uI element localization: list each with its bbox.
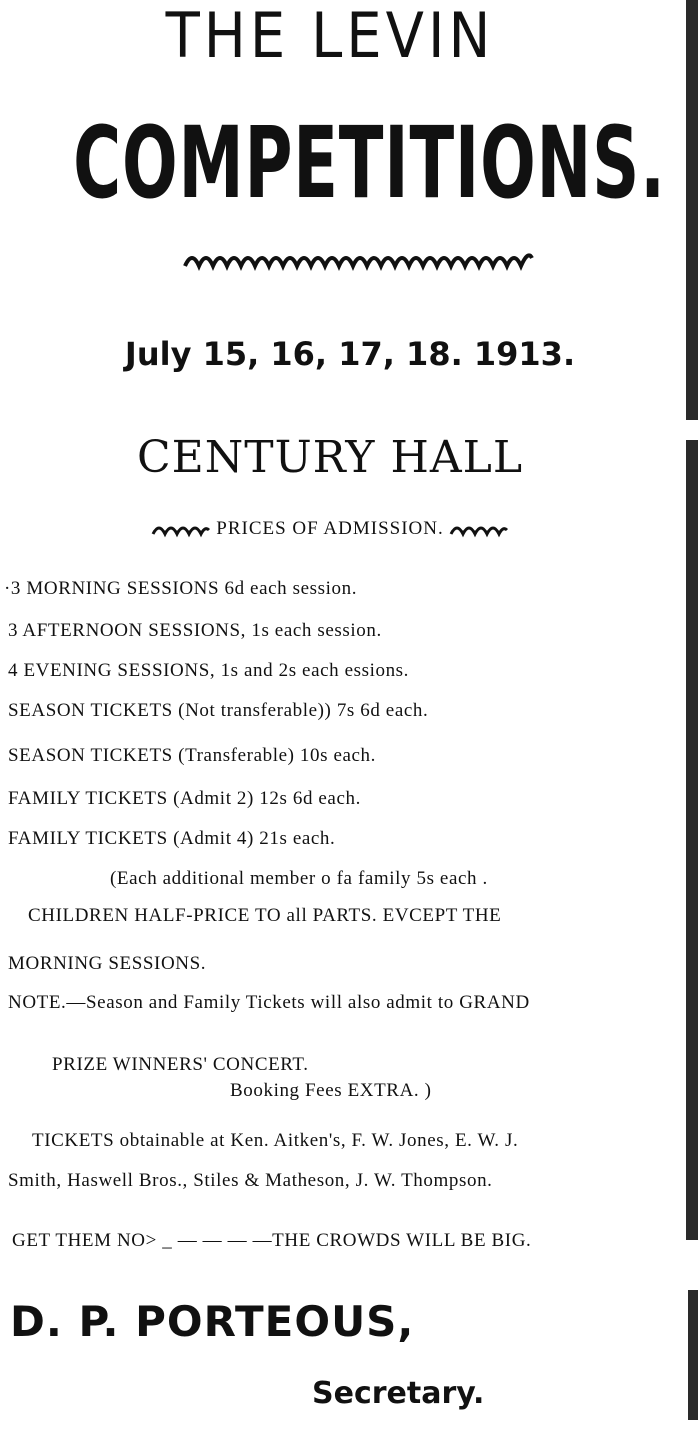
line-booking-fees: Booking Fees EXTRA. ): [230, 1080, 432, 1101]
right-wave-ornament: [449, 520, 509, 540]
line-afternoon-sessions: 3 AFTERNOON SESSIONS, 1s each session.: [8, 620, 382, 641]
line-morning-sessions-except: MORNING SESSIONS.: [8, 953, 207, 974]
line-tickets-obtainable: TICKETS obtainable at Ken. Aitken's, F. W. Jones, E. W. J.: [32, 1130, 519, 1151]
line-season-not-transferable: SEASON TICKETS (Not transferable)) 7s 6d each.: [8, 700, 429, 721]
line-children-half-price: CHILDREN HALF-PRICE TO all PARTS. EVCEPT THE: [28, 905, 502, 926]
line-family-admit-4: FAMILY TICKETS (Admit 4) 21s each.: [8, 828, 336, 849]
line-ticket-sellers: Smith, Haswell Bros., Stiles & Matheson, J. W. Thompson.: [8, 1170, 493, 1191]
line-morning-sessions: ·3 MORNING SESSIONS 6d each session.: [4, 578, 358, 599]
signature-role: Secretary.: [312, 1376, 485, 1411]
line-additional-member: (Each additional member o fa family 5s each .: [110, 868, 488, 889]
line-prize-concert: PRIZE WINNERS' CONCERT.: [52, 1054, 309, 1075]
line-evening-sessions: 4 EVENING SESSIONS, 1s and 2s each essions.: [8, 660, 410, 681]
event-dates: July 15, 16, 17, 18. 1913.: [124, 335, 576, 373]
left-wave-ornament: [151, 520, 211, 540]
line-note: NOTE.—Season and Family Tickets will also admit to GRAND: [8, 992, 530, 1013]
line-family-admit-2: FAMILY TICKETS (Admit 2) 12s 6d each.: [8, 788, 361, 809]
page-edge-shadow: [688, 1290, 698, 1420]
signature-name: D. P. PORTEOUS,: [10, 1297, 415, 1346]
decorative-squiggle: [180, 240, 540, 276]
prices-heading: [0, 518, 660, 540]
line-season-transferable: SEASON TICKETS (Transferable) 10s each.: [8, 745, 376, 766]
page-edge-shadow: [686, 440, 698, 1240]
prices-heading-text: PRICES OF ADMISSION.: [216, 518, 444, 539]
line-get-them-now: GET THEM NO> _ — — — —THE CROWDS WILL BE BIG.: [12, 1230, 532, 1251]
venue-name: CENTURY HALL: [136, 432, 524, 483]
title-line-1: THE LEVIN: [165, 0, 495, 73]
title-line-2: COMPETITIONS.: [73, 105, 666, 221]
